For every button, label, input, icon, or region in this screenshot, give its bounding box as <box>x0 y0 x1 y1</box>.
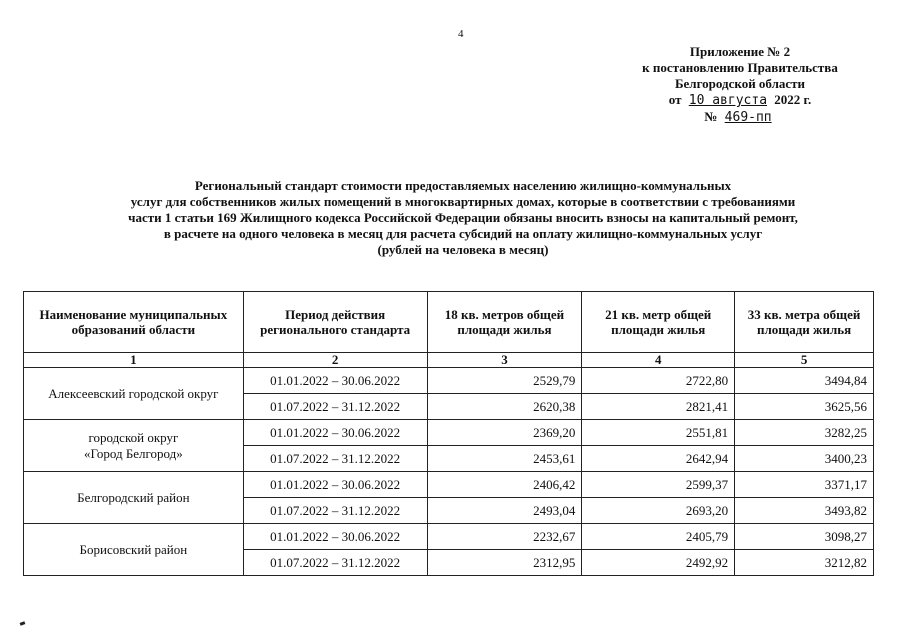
value-33sqm: 3371,17 <box>735 472 874 498</box>
value-33sqm: 3098,27 <box>735 524 874 550</box>
table-row <box>24 524 874 550</box>
municipality-name-line: Алексеевский городской округ <box>48 385 219 401</box>
value-33sqm: 3494,84 <box>735 368 874 394</box>
value-33sqm: 3625,56 <box>735 394 874 420</box>
document-title <box>30 178 896 258</box>
date-value: 10 августа <box>688 93 768 108</box>
appendix-number-line <box>600 109 880 126</box>
value-21sqm: 2551,81 <box>582 420 735 446</box>
period-cell: 01.01.2022 – 30.06.2022 <box>243 472 427 498</box>
title-line-3: части 1 статьи 169 Жилищного кодекса Российской Федерации обязаны вносить взносы на капитальный ремонт, <box>128 210 798 225</box>
appendix-line-3: Белгородской области <box>674 76 806 91</box>
municipality-name-line: Белгородский район <box>77 489 190 505</box>
value-18sqm: 2369,20 <box>427 420 582 446</box>
value-33sqm: 3282,25 <box>735 420 874 446</box>
municipality-name <box>24 472 244 524</box>
header-18sqm: 18 кв. метров общей площади жилья <box>427 292 582 353</box>
value-18sqm: 2232,67 <box>427 524 582 550</box>
period-cell: 01.07.2022 – 31.12.2022 <box>243 394 427 420</box>
title-line-4: в расчете на одного человека в месяц для расчета субсидий на оплату жилищно-коммунальных услуг <box>163 226 763 241</box>
column-number: 5 <box>735 353 874 368</box>
value-18sqm: 2493,04 <box>427 498 582 524</box>
column-number: 1 <box>24 353 244 368</box>
period-cell: 01.01.2022 – 30.06.2022 <box>243 368 427 394</box>
header-period: Период действия регионального стандарта <box>243 292 427 353</box>
standard-cost-table <box>23 291 874 576</box>
number-value: 469-пп <box>724 110 772 125</box>
table-row <box>24 472 874 498</box>
value-18sqm: 2529,79 <box>427 368 582 394</box>
appendix-line-1: Приложение № 2 <box>689 44 791 59</box>
number-prefix: № <box>704 109 718 124</box>
header-33sqm: 33 кв. метра общей площади жилья <box>735 292 874 353</box>
appendix-block <box>600 44 880 126</box>
municipality-name-line: Борисовский район <box>79 541 188 557</box>
value-18sqm: 2620,38 <box>427 394 582 420</box>
value-18sqm: 2453,61 <box>427 446 582 472</box>
municipality-name <box>24 368 244 420</box>
period-cell: 01.07.2022 – 31.12.2022 <box>243 550 427 576</box>
period-cell: 01.07.2022 – 31.12.2022 <box>243 498 427 524</box>
page-number: 4 <box>458 28 464 40</box>
municipality-name <box>24 524 244 576</box>
value-18sqm: 2312,95 <box>427 550 582 576</box>
value-21sqm: 2722,80 <box>582 368 735 394</box>
scan-mark <box>20 621 26 626</box>
value-33sqm: 3493,82 <box>735 498 874 524</box>
appendix-line-2: к постановлению Правительства <box>642 60 838 75</box>
value-18sqm: 2406,42 <box>427 472 582 498</box>
municipality-name-line: «Город Белгород» <box>83 445 183 461</box>
header-municipality: Наименование муниципальных образований области <box>24 292 244 353</box>
date-suffix: 2022 г. <box>774 92 812 107</box>
value-21sqm: 2821,41 <box>582 394 735 420</box>
appendix-date-line <box>600 92 880 109</box>
municipality-name-line: городской округ <box>88 429 179 445</box>
title-line-1: Региональный стандарт стоимости предоставляемых населению жилищно-коммунальных <box>194 178 732 193</box>
value-21sqm: 2693,20 <box>582 498 735 524</box>
table-header-row <box>24 292 874 353</box>
table-row <box>24 368 874 394</box>
period-cell: 01.01.2022 – 30.06.2022 <box>243 524 427 550</box>
value-21sqm: 2599,37 <box>582 472 735 498</box>
column-number: 3 <box>427 353 582 368</box>
table-row <box>24 420 874 446</box>
period-cell: 01.07.2022 – 31.12.2022 <box>243 446 427 472</box>
value-21sqm: 2405,79 <box>582 524 735 550</box>
column-number: 2 <box>243 353 427 368</box>
value-21sqm: 2492,92 <box>582 550 735 576</box>
date-prefix: от <box>668 92 682 107</box>
header-21sqm: 21 кв. метр общей площади жилья <box>582 292 735 353</box>
column-number: 4 <box>582 353 735 368</box>
value-21sqm: 2642,94 <box>582 446 735 472</box>
value-33sqm: 3400,23 <box>735 446 874 472</box>
column-number-row <box>24 353 874 368</box>
period-cell: 01.01.2022 – 30.06.2022 <box>243 420 427 446</box>
title-line-5: (рублей на человека в месяц) <box>377 242 549 257</box>
title-line-2: услуг для собственников жилых помещений в многоквартирных домах, которые в соответствии с требованиями <box>130 194 796 209</box>
value-33sqm: 3212,82 <box>735 550 874 576</box>
municipality-name <box>24 420 244 472</box>
